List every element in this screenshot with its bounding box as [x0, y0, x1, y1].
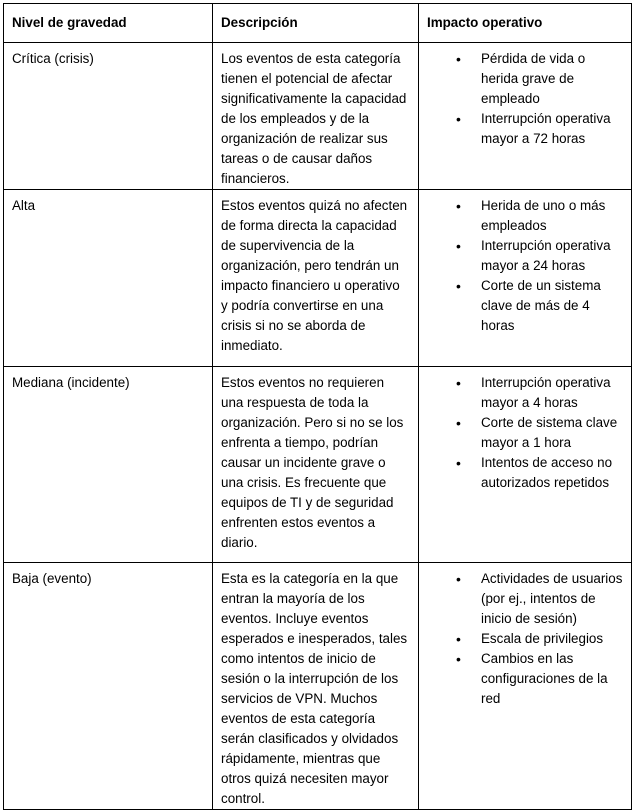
description-cell: Estos eventos quizá no afecten de forma directa la capacidad de supervivencia de la organización, pero tendrán un impacto financiero u operativo y podría convertirse en una crisis si no se aborda de inmediato. [213, 190, 419, 367]
impact-cell [419, 43, 632, 190]
header-description: Descripción [213, 4, 419, 43]
impact-item: • Actividades de usuarios (por ej., intentos de inicio de sesión) [427, 569, 623, 629]
table-row [4, 43, 632, 190]
impact-item: • Corte de un sistema clave de más de 4 horas [427, 276, 623, 336]
level-cell: Crítica (crisis) [4, 43, 213, 190]
header-row [4, 4, 632, 43]
level-cell: Mediana (incidente) [4, 367, 213, 563]
impact-list [427, 373, 623, 493]
table-row [4, 190, 632, 367]
description-cell: Esta es la categoría en la que entran la mayoría de los eventos. Incluye eventos esperados e inesperados, tales como intentos de inicio de sesión o la interrupción de los servicios de VPN. Muchos eventos de esta categoría serán clasificados y olvidados rápidamente, mientras que otros quizá necesiten mayor control. [213, 563, 419, 810]
table-row [4, 367, 632, 563]
table-row [4, 563, 632, 810]
impact-item: • Pérdida de vida o herida grave de empleado [427, 49, 623, 109]
impact-item: • Interrupción operativa mayor a 72 horas [427, 109, 623, 149]
impact-item: • Cambios en las configuraciones de la red [427, 649, 623, 709]
impact-list [427, 49, 623, 149]
impact-item: • Intentos de acceso no autorizados repetidos [427, 453, 623, 493]
header-impact: Impacto operativo [419, 4, 632, 43]
impact-item: • Interrupción operativa mayor a 24 horas [427, 236, 623, 276]
description-cell: Estos eventos no requieren una respuesta de toda la organización. Pero si no se los enfrenta a tiempo, podrían causar un incidente grave o una crisis. Es frecuente que equipos de TI y de seguridad enfrenten estos eventos a diario. [213, 367, 419, 563]
severity-table [3, 3, 632, 810]
description-cell: Los eventos de esta categoría tienen el potencial de afectar significativamente la capacidad de los empleados y de la organización de realizar sus tareas o de causar daños financieros. [213, 43, 419, 190]
impact-item: • Interrupción operativa mayor a 4 horas [427, 373, 623, 413]
impact-item: • Escala de privilegios [427, 629, 623, 649]
level-cell: Alta [4, 190, 213, 367]
impact-cell [419, 367, 632, 563]
level-cell: Baja (evento) [4, 563, 213, 810]
impact-item: • Herida de uno o más empleados [427, 196, 623, 236]
impact-list [427, 569, 623, 709]
header-level: Nivel de gravedad [4, 4, 213, 43]
impact-cell [419, 563, 632, 810]
impact-list [427, 196, 623, 336]
impact-cell [419, 190, 632, 367]
impact-item: • Corte de sistema clave mayor a 1 hora [427, 413, 623, 453]
